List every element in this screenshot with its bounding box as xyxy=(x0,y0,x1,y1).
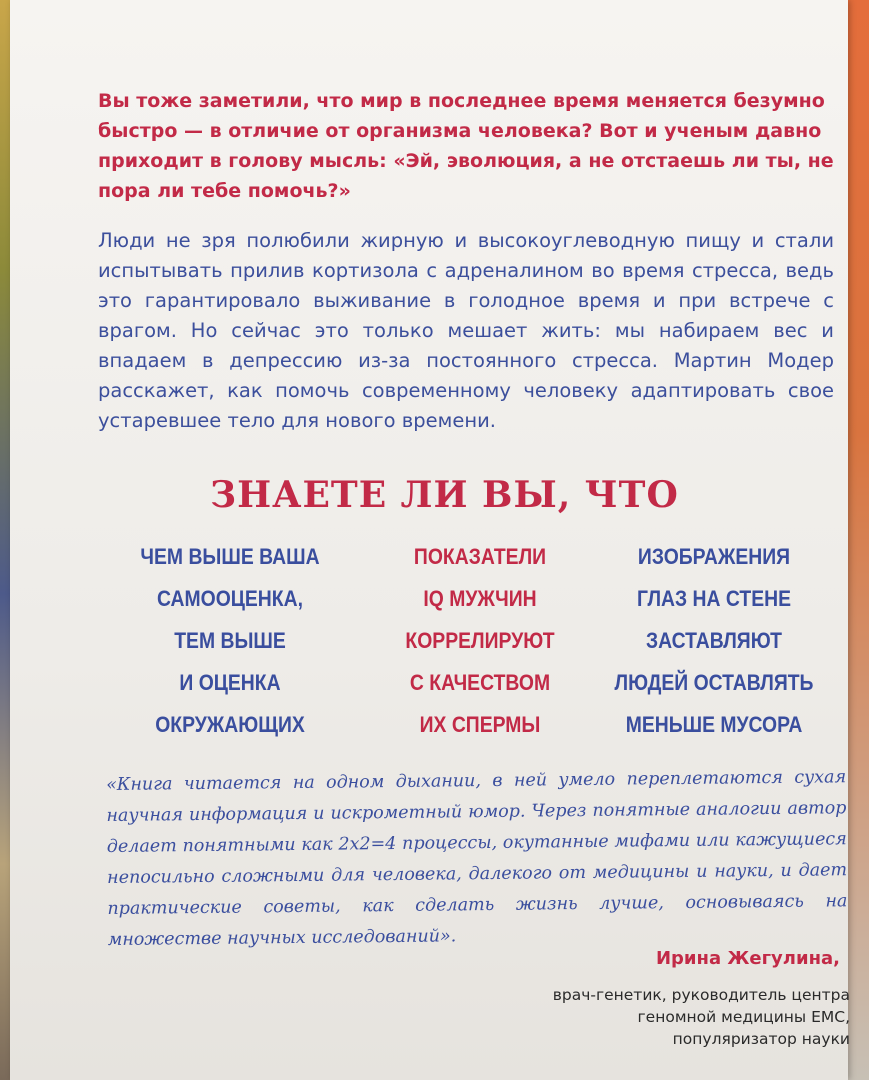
fact-line: САМООЦЕНКА, xyxy=(157,586,303,611)
section-title: ЗНАЕТЕ ЛИ ВЫ, ЧТО xyxy=(210,474,679,516)
fact-line: ТЕМ ВЫШЕ xyxy=(174,628,286,653)
fact-line: ПОКАЗАТЕЛИ xyxy=(413,544,547,569)
author-role-line: геномной медицины ЕМС, xyxy=(637,1008,850,1026)
intro-paragraph: Вы тоже заметили, что мир в последнее время меняется безумно быстро — в отличие от организма человека? Вот и ученым давно приходит в голову мысль: «Эй, эволюция, а не отстаешь ли ты, не пора ли тебе помочь?» xyxy=(98,90,834,202)
fact-line: МЕНЬШЕ МУСОРА xyxy=(625,712,803,737)
fact-line: ЛЮДЕЙ ОСТАВЛЯТЬ xyxy=(614,670,814,695)
quote-author-name: Ирина Жегулина, xyxy=(655,948,840,969)
fact-column-iq xyxy=(374,536,585,746)
author-role-line: врач-генетик, руководитель центра xyxy=(552,986,850,1004)
fact-line: С КАЧЕСТВОМ xyxy=(409,670,551,695)
review-quote: «Книга читается на одном дыхании, в ней умело переплетаются сухая научная информация и искрометный юмор. Через понятные аналогии автор делает понятными как 2х2=4 процессы, окутанные мифами или кажущиеся непосильно сложными для человека, далекого от медицины и науки, и дает практические советы, как сделать жизнь лучше, основываясь на множестве научных исследований». xyxy=(106,767,848,950)
description-paragraph: Люди не зря полюбили жирную и высокоуглеводную пищу и стали испытывать прилив кортизола с адреналином во время стресса, ведь это гарантировало выживание в голодное время и при встрече с врагом. Но сейчас это только мешает жить: мы набираем вес и впадаем в депрессию из-за постоянного стресса. Мартин Модер расскажет, как помочь современному человеку адаптировать свое устаревшее тело для нового времени. xyxy=(98,229,834,432)
fact-line: ГЛАЗ НА СТЕНЕ xyxy=(636,586,792,611)
fact-line: ОКРУЖАЮЩИХ xyxy=(155,712,305,737)
author-role-line: популяризатор науки xyxy=(672,1030,850,1048)
fact-line: И ОЦЕНКА xyxy=(179,670,281,695)
quote-author-role xyxy=(490,984,850,1050)
fact-column-eyes xyxy=(608,536,819,746)
fact-line: ЧЕМ ВЫШЕ ВАША xyxy=(140,544,320,569)
fact-line: ЗАСТАВЛЯЮТ xyxy=(645,628,783,653)
fact-line: ИХ СПЕРМЫ xyxy=(419,712,541,737)
fact-line: ИЗОБРАЖЕНИЯ xyxy=(637,544,791,569)
fact-column-self-esteem xyxy=(124,536,335,746)
fact-line: IQ МУЖЧИН xyxy=(423,586,537,611)
fact-line: КОРРЕЛИРУЮТ xyxy=(405,628,555,653)
book-back-cover xyxy=(10,0,848,1080)
